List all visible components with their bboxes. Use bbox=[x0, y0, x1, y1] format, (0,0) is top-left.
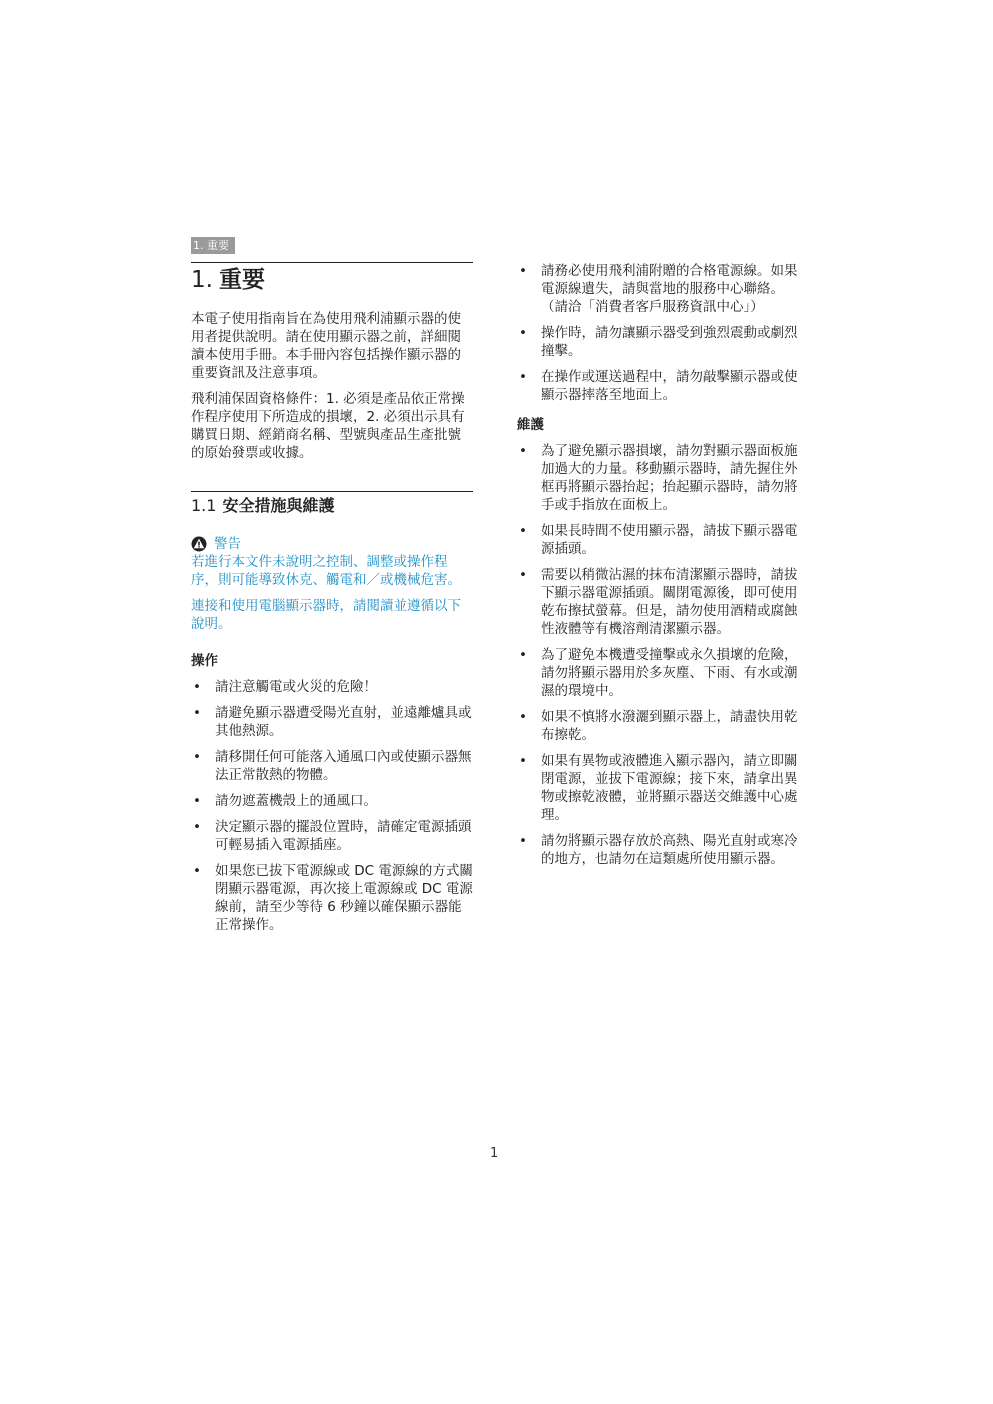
warning-title: 警告 bbox=[214, 536, 241, 552]
bullet: • bbox=[519, 325, 527, 341]
warning-heading bbox=[191, 535, 473, 553]
list-item bbox=[191, 792, 473, 810]
left-column bbox=[191, 262, 473, 934]
list-item-text: 在操作或運送過程中，請勿敲擊顯示器或使顯示器摔落至地面上。 bbox=[541, 369, 798, 403]
list-item-text: 請勿遮蓋機殼上的通風口。 bbox=[215, 793, 377, 809]
list-item bbox=[191, 818, 473, 854]
bullet: • bbox=[519, 567, 527, 583]
list-item bbox=[517, 324, 800, 360]
chapter-title: 重要 bbox=[218, 267, 265, 293]
warning-triangle-icon bbox=[191, 536, 207, 552]
list-item bbox=[517, 708, 800, 744]
operation-heading: 操作 bbox=[191, 653, 218, 669]
list-item-text: 操作時，請勿讓顯示器受到強烈震動或劇烈撞擊。 bbox=[541, 325, 798, 359]
list-item-text: 決定顯示器的擺設位置時，請確定電源插頭可輕易插入電源插座。 bbox=[215, 819, 472, 853]
list-item bbox=[517, 442, 800, 514]
list-item bbox=[191, 678, 473, 696]
list-item-text: 請移開任何可能落入通風口內或使顯示器無法正常散熱的物體。 bbox=[215, 749, 472, 783]
bullet: • bbox=[519, 523, 527, 539]
list-item-text: 如果長時間不使用顯示器，請拔下顯示器電源插頭。 bbox=[541, 523, 798, 557]
operation-list-continued bbox=[517, 262, 800, 404]
warning-instruction: 連接和使用電腦顯示器時，請閱讀並遵循以下說明。 bbox=[191, 598, 461, 632]
list-item-text: 請注意觸電或火災的危險！ bbox=[215, 679, 377, 695]
section-title: 安全措施與維護 bbox=[222, 496, 335, 515]
list-item-text: 請務必使用飛利浦附贈的合格電源線。如果電源線遺失，請與當地的服務中心聯絡。（請洽「消費者客戶服務資訊中心」） bbox=[541, 263, 798, 315]
list-item bbox=[517, 566, 800, 638]
bullet: • bbox=[193, 705, 201, 721]
list-item-text: 如果不慎將水潑灑到顯示器上，請盡快用乾布擦乾。 bbox=[541, 709, 798, 743]
section-number: 1.1 bbox=[191, 496, 217, 515]
intro-paragraph: 本電子使用指南旨在為使用飛利浦顯示器的使用者提供說明。請在使用顯示器之前，詳細閱讀本使用手冊。本手冊內容包括操作顯示器的重要資訊及注意事項。 bbox=[191, 311, 461, 381]
page-number: 1 bbox=[490, 1146, 499, 1161]
list-item bbox=[517, 752, 800, 824]
maintenance-heading: 維護 bbox=[517, 417, 544, 433]
list-item-text: 為了避免顯示器損壞，請勿對顯示器面板施加過大的力量。移動顯示器時，請先握住外框再將顯示器抬起；抬起顯示器時，請勿將手或手指放在面板上。 bbox=[541, 443, 798, 513]
list-item bbox=[191, 748, 473, 784]
right-column bbox=[517, 262, 800, 868]
warranty-paragraph: 飛利浦保固資格條件：1. 必須是產品依正常操作程序使用下所造成的損壞，2. 必須出示具有購買日期、經銷商名稱、型號與產品生產批號的原始發票或收據。 bbox=[191, 391, 465, 461]
bullet: • bbox=[519, 369, 527, 385]
list-item bbox=[191, 704, 473, 740]
bullet: • bbox=[519, 833, 527, 849]
list-item-text: 如果有異物或液體進入顯示器內，請立即關閉電源，並拔下電源線；接下來，請拿出異物或擦乾液體，並將顯示器送交維護中心處理。 bbox=[541, 753, 798, 823]
bullet: • bbox=[519, 263, 527, 279]
chapter-tab: 1. 重要 bbox=[191, 237, 235, 254]
bullet: • bbox=[193, 749, 201, 765]
list-item bbox=[517, 832, 800, 868]
maintenance-list bbox=[517, 442, 800, 868]
list-item-text: 如果您已拔下電源線或 DC 電源線的方式關閉顯示器電源，再次接上電源線或 DC 電源線前，請至少等待 6 秒鐘以確保顯示器能正常操作。 bbox=[215, 863, 473, 933]
list-item bbox=[517, 522, 800, 558]
bullet: • bbox=[519, 753, 527, 769]
list-item bbox=[191, 862, 473, 934]
section-heading bbox=[191, 492, 473, 518]
warning-text: 若進行本文件未說明之控制、調整或操作程序，則可能導致休克、觸電和／或機械危害。 bbox=[191, 554, 461, 588]
chapter-heading bbox=[191, 263, 473, 299]
bullet: • bbox=[193, 793, 201, 809]
list-item-text: 為了避免本機遭受撞擊或永久損壞的危險，請勿將顯示器用於多灰塵、下雨、有水或潮濕的環境中。 bbox=[541, 647, 798, 699]
list-item bbox=[517, 368, 800, 404]
bullet: • bbox=[519, 709, 527, 725]
list-item-text: 需要以稍微沾濕的抹布清潔顯示器時，請拔下顯示器電源插頭。關閉電源後，即可使用乾布擦拭螢幕。但是，請勿使用酒精或腐蝕性液體等有機溶劑清潔顯示器。 bbox=[541, 567, 798, 637]
list-item bbox=[517, 262, 800, 316]
list-item-text: 請勿將顯示器存放於高熱、陽光直射或寒冷的地方，也請勿在這類處所使用顯示器。 bbox=[541, 833, 798, 867]
operation-list bbox=[191, 678, 473, 934]
bullet: • bbox=[519, 647, 527, 663]
list-item bbox=[517, 646, 800, 700]
bullet: • bbox=[193, 679, 201, 695]
bullet: • bbox=[519, 443, 527, 459]
chapter-number: 1. bbox=[191, 267, 213, 293]
bullet: • bbox=[193, 863, 201, 879]
list-item-text: 請避免顯示器遭受陽光直射，並遠離爐具或其他熱源。 bbox=[215, 705, 472, 739]
bullet: • bbox=[193, 819, 201, 835]
